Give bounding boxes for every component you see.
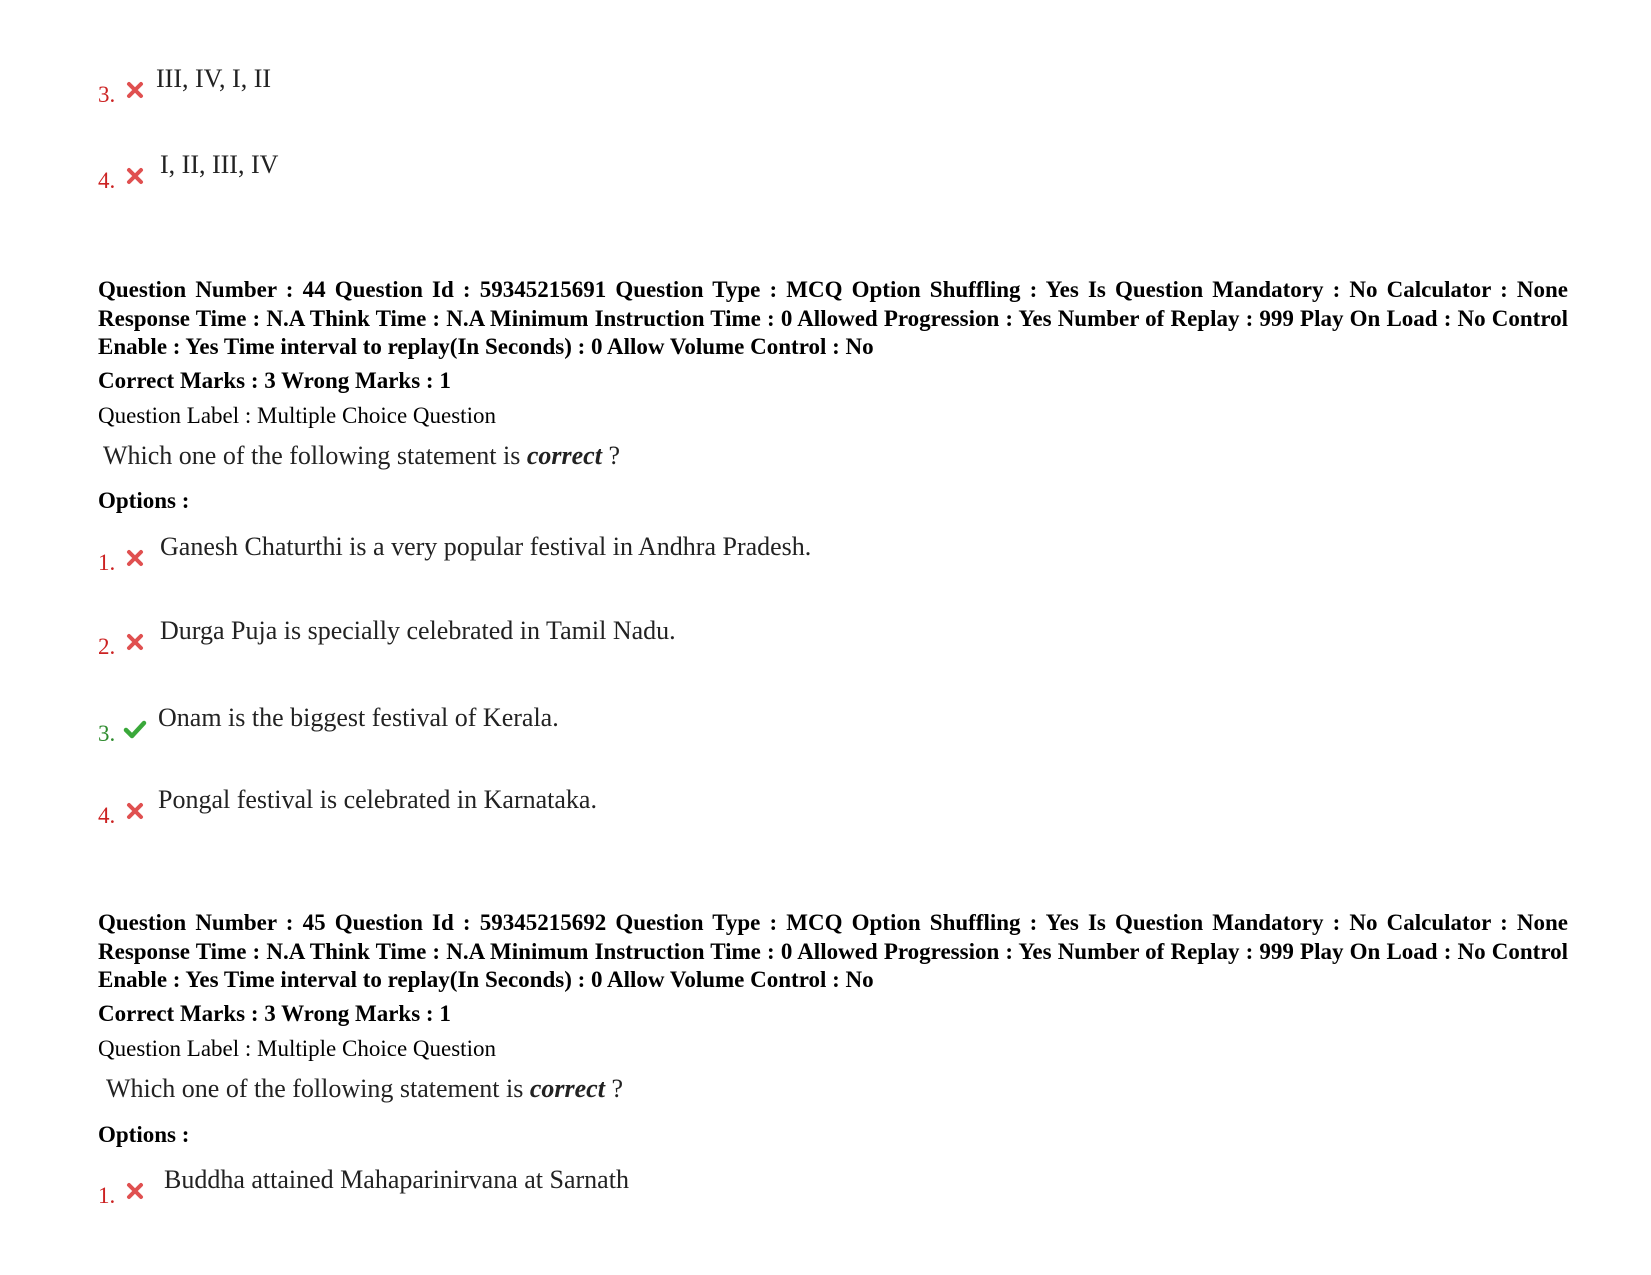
option-text: Onam is the biggest festival of Kerala. xyxy=(158,703,559,732)
cross-icon xyxy=(125,80,145,100)
cross-icon xyxy=(125,1181,145,1201)
check-icon xyxy=(123,719,147,739)
option-text: Buddha attained Mahaparinirvana at Sarnath xyxy=(164,1165,629,1194)
option-text: III, IV, I, II xyxy=(156,64,272,93)
emphasis: correct xyxy=(526,441,602,470)
option-number: 1. xyxy=(98,550,116,575)
cross-icon xyxy=(125,801,145,821)
option-number: 3. xyxy=(98,721,116,746)
question-44-text: Which one of the following statement is correct ? xyxy=(103,441,620,470)
question-45-options-heading: Options : xyxy=(98,1122,190,1147)
question-45-meta: Question Number : 45 Question Id : 59345215692 Question Type : MCQ Option Shuffling : Yes Is Question Mandatory : No Calculator : None Response Time : N.A Think Time : N.A Minimum Instruction Time : 0 Allowed Progression : Yes Number of Replay : 999 Play On Load : No Control Enable : Yes Time interval to replay(In Seconds) : 0 Allow Volume Control : No xyxy=(98,910,1568,992)
question-45-marks: Correct Marks : 3 Wrong Marks : 1 xyxy=(98,1001,451,1026)
option-number: 2. xyxy=(98,634,116,659)
option-text: Ganesh Chaturthi is a very popular festival in Andhra Pradesh. xyxy=(160,532,812,561)
question-45-text: Which one of the following statement is correct ? xyxy=(106,1074,623,1103)
option-text: Pongal festival is celebrated in Karnataka. xyxy=(158,785,597,814)
cross-icon xyxy=(125,548,145,568)
cross-icon xyxy=(125,166,145,186)
question-44-meta: Question Number : 44 Question Id : 59345215691 Question Type : MCQ Option Shuffling : Yes Is Question Mandatory : No Calculator : None Response Time : N.A Think Time : N.A Minimum Instruction Time : 0 Allowed Progression : Yes Number of Replay : 999 Play On Load : No Control Enable : Yes Time interval to replay(In Seconds) : 0 Allow Volume Control : No xyxy=(98,277,1568,359)
option-text: I, II, III, IV xyxy=(160,150,279,179)
option-number: 4. xyxy=(98,168,116,193)
question-45-label: Question Label : Multiple Choice Question xyxy=(98,1036,496,1061)
option-number: 3. xyxy=(98,82,116,107)
emphasis: correct xyxy=(529,1074,605,1103)
cross-icon xyxy=(125,632,145,652)
option-text: Durga Puja is specially celebrated in Tamil Nadu. xyxy=(160,616,676,645)
question-44-label: Question Label : Multiple Choice Question xyxy=(98,403,496,428)
option-number: 1. xyxy=(98,1183,116,1208)
question-44-marks: Correct Marks : 3 Wrong Marks : 1 xyxy=(98,368,451,393)
option-number: 4. xyxy=(98,803,116,828)
question-44-options-heading: Options : xyxy=(98,488,190,513)
